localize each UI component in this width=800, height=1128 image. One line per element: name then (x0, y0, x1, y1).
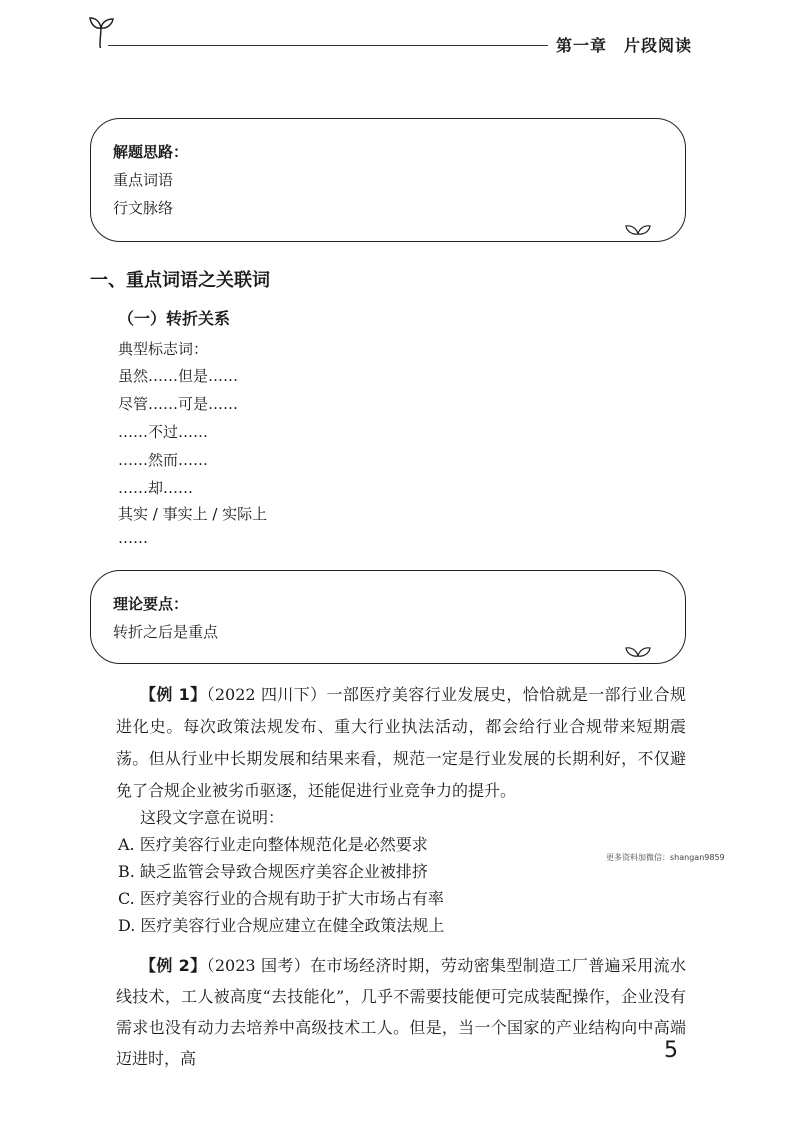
option-b: B. 缺乏监管会导致合规医疗美容企业被排挤 (118, 862, 428, 881)
watermark: 更多资料加微信：shangan9859 (606, 853, 725, 862)
sub-heading: （一）转折关系 (118, 309, 231, 328)
tip-box-theory (90, 570, 686, 664)
box-title: 解题思路： (113, 143, 189, 161)
sprout-icon (88, 14, 114, 48)
box-line-keywords: 重点词语 (113, 171, 174, 189)
option-a: A. 医疗美容行业走向整体规范化是必然要求 (118, 835, 428, 854)
chapter-title: 第一章 片段阅读 (556, 36, 693, 55)
box-line-point: 转折之后是重点 (113, 623, 219, 641)
marker-item: ……然而…… (118, 451, 209, 469)
tip-box-approach (90, 118, 686, 242)
marker-label: 典型标志词： (118, 340, 209, 358)
example-2-tag: 【例 2】 (140, 956, 207, 975)
marker-item: ……不过…… (118, 423, 209, 441)
option-d: D. 医疗美容行业合规应建立在健全政策法规上 (118, 916, 445, 935)
page-number: 5 (664, 1038, 678, 1063)
marker-item: ……却…… (118, 479, 194, 497)
box-title: 理论要点： (113, 595, 189, 613)
leaf-icon (625, 645, 651, 657)
marker-item: …… (118, 529, 148, 547)
option-c: C. 医疗美容行业的合规有助于扩大市场占有率 (118, 889, 444, 908)
header-rule (108, 45, 548, 46)
marker-item: 其实 / 事实上 / 实际上 (118, 505, 268, 523)
example-2-paragraph (116, 950, 686, 1074)
example-1-tag: 【例 1】 (140, 685, 207, 704)
box-line-structure: 行文脉络 (113, 199, 174, 217)
example-1-paragraph (116, 679, 686, 807)
marker-item: 尽管……可是…… (118, 395, 239, 413)
example-2-text: （2023 国考）在市场经济时期，劳动密集型制造工厂普遍采用流水线技术，工人被高度“去技能化”，几乎不需要技能便可完成装配操作，企业没有需求也没有动力去培养中高级技术工人。但是，当一个国家的产业结构向中高端迈进时，高 (116, 956, 686, 1068)
example-1-text: （2022 四川下）一部医疗美容行业发展史，恰恰就是一部行业合规进化史。每次政策法规发布、重大行业执法活动，都会给行业合规带来短期震荡。但从行业中长期发展和结果来看，规范一定是行业发展的长期利好，不仅避免了合规企业被劣币驱逐，还能促进行业竞争力的提升。 (116, 685, 686, 800)
section-heading: 一、重点词语之关联词 (90, 270, 270, 291)
example-1-question: 这段文字意在说明： (140, 808, 285, 827)
leaf-icon (625, 223, 651, 235)
marker-item: 虽然……但是…… (118, 367, 239, 385)
